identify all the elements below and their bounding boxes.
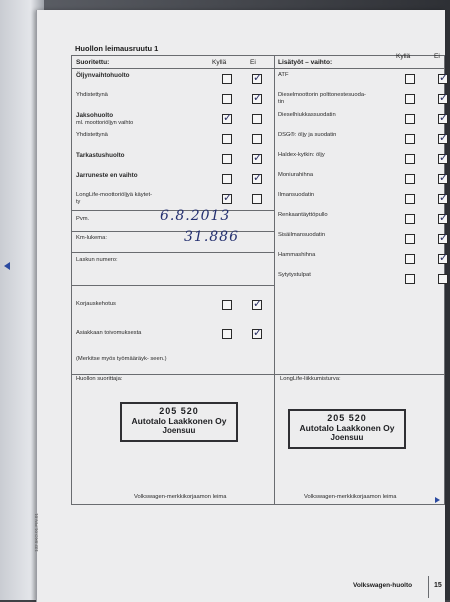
item-text: Yhdistettynä: [76, 92, 108, 98]
right-item-no-checkbox[interactable]: [438, 251, 449, 264]
customer-wishes-yes-checkbox[interactable]: [222, 329, 232, 339]
item-text: Moniurahihna: [278, 172, 314, 178]
item-subtext: ml. moottoriöljyn vaihto: [76, 120, 134, 126]
left-col-yes: Kyllä: [212, 59, 227, 66]
customer-wishes-label: Asiakkaan toivomuksesta: [76, 330, 142, 336]
left-header: Suoritettu:: [76, 59, 110, 66]
right-item-label: [278, 172, 400, 179]
left-item-label: [76, 192, 196, 206]
check-mark-icon: ✓: [223, 191, 233, 204]
right-header: Lisätyöt – vaihto:: [278, 59, 333, 66]
right-item-no-checkbox[interactable]: [438, 131, 449, 144]
left-item-no-checkbox[interactable]: [252, 134, 262, 144]
right-item-no-checkbox[interactable]: [438, 111, 449, 124]
right-item-yes-checkbox[interactable]: [405, 274, 415, 284]
item-text: Renkaantäyttöpullo: [278, 212, 328, 218]
note-text: (Merkitse myös työmääräyk- seen.): [76, 356, 167, 362]
check-mark-icon: ✓: [253, 151, 263, 164]
check-mark-icon: ✓: [439, 211, 449, 224]
right-item-yes-checkbox[interactable]: [405, 134, 415, 144]
right-item-label: [278, 92, 400, 106]
divider: [72, 252, 274, 253]
section-title: Huollon leimausruutu 1: [75, 44, 159, 53]
left-item-yes-checkbox[interactable]: [222, 74, 232, 84]
item-text: ATF: [278, 72, 289, 78]
right-col-yes: Kyllä: [396, 53, 411, 60]
right-item-no-checkbox[interactable]: [438, 231, 449, 244]
right-item-no-checkbox[interactable]: [438, 211, 449, 224]
item-text: Dieselmoottorin polttonestesuoda-: [278, 92, 366, 98]
service-stamp-form: [71, 53, 449, 505]
right-item-label: [278, 192, 400, 199]
header-line: [72, 68, 444, 69]
right-item-no-checkbox[interactable]: [438, 71, 449, 84]
repair-offer-label: Korjauskehotus: [76, 301, 116, 307]
km-value: 31.886: [184, 229, 239, 245]
right-item-label: [278, 252, 400, 259]
left-item-no-checkbox[interactable]: [252, 194, 262, 204]
invoice-label: Laskun numero:: [76, 257, 118, 263]
check-mark-icon: ✓: [253, 91, 263, 104]
right-item-no-checkbox[interactable]: [438, 91, 449, 104]
left-item-yes-checkbox[interactable]: [222, 191, 233, 204]
check-mark-icon: ✓: [439, 151, 449, 164]
check-mark-icon: ✓: [253, 171, 263, 184]
footer-title: Volkswagen-huolto: [353, 582, 413, 589]
divider: [72, 231, 274, 232]
right-item-yes-checkbox[interactable]: [405, 94, 415, 104]
left-item-label: [76, 72, 196, 79]
left-item-yes-checkbox[interactable]: [222, 94, 232, 104]
left-item-yes-checkbox[interactable]: [222, 134, 232, 144]
item-text: Öljynvaihtohuolto: [76, 72, 130, 79]
item-text: Ilmansuodatin: [278, 192, 315, 198]
stamp-company: Autotalo Laakkonen Oy: [299, 423, 395, 433]
date-label: Pvm.: [76, 216, 90, 222]
right-item-yes-checkbox[interactable]: [405, 114, 415, 124]
stamp-number: 205 520: [159, 406, 199, 416]
left-item-no-checkbox[interactable]: [252, 171, 263, 184]
item-subtext: tin: [278, 99, 285, 105]
repair-offer-yes-checkbox[interactable]: [222, 300, 232, 310]
workshop-stamp-left: [120, 402, 238, 442]
item-text: Tarkastushuolto: [76, 152, 125, 159]
left-item-label: [76, 152, 196, 159]
check-mark-icon: ✓: [439, 251, 449, 264]
date-value: 6.8.2013: [160, 208, 231, 224]
left-item-label: [76, 112, 196, 127]
right-item-yes-checkbox[interactable]: [405, 194, 415, 204]
footer-divider: [428, 576, 429, 598]
customer-wishes-no-checkbox[interactable]: [252, 326, 263, 339]
left-item-label: [76, 172, 196, 179]
page-arrow-icon: [4, 262, 10, 270]
item-text: LongLife-moottoriöljyä käytet-: [76, 192, 153, 198]
left-item-yes-checkbox[interactable]: [222, 111, 233, 124]
service-booklet-page: [33, 10, 449, 602]
stamp-company: Autotalo Laakkonen Oy: [131, 416, 227, 426]
repair-offer-no-checkbox[interactable]: [252, 297, 263, 310]
item-subtext: ty: [76, 199, 81, 205]
check-mark-icon: ✓: [439, 91, 449, 104]
column-divider: [274, 56, 275, 504]
item-text: Jarruneste en vaihto: [76, 172, 138, 179]
check-mark-icon: ✓: [439, 191, 449, 204]
item-text: Yhdistettynä: [76, 132, 108, 138]
left-item-no-checkbox[interactable]: [252, 91, 263, 104]
right-item-label: [278, 212, 400, 219]
check-mark-icon: ✓: [223, 111, 233, 124]
stamp-number: 205 520: [327, 413, 367, 423]
left-item-no-checkbox[interactable]: [252, 114, 262, 124]
right-item-yes-checkbox[interactable]: [405, 154, 415, 164]
next-page-arrow-icon: [435, 497, 440, 503]
left-item-yes-checkbox[interactable]: [222, 154, 232, 164]
right-item-yes-checkbox[interactable]: [405, 174, 415, 184]
right-item-label: [278, 112, 400, 119]
item-text: Dieselhiukkassuodatin: [278, 112, 336, 118]
stamp-caption-left: Volkswagen-merkkikorjaamon leima: [134, 494, 227, 500]
right-item-no-checkbox[interactable]: [438, 191, 449, 204]
check-mark-icon: ✓: [253, 326, 263, 339]
performed-by-label: Huollon suorittaja:: [76, 376, 123, 382]
right-item-label: [278, 152, 400, 159]
left-item-label: [76, 92, 196, 99]
left-item-no-checkbox[interactable]: [252, 71, 263, 84]
check-mark-icon: ✓: [439, 231, 449, 244]
km-label: Km-lukema:: [76, 235, 107, 241]
item-text: Sytytystulpat: [278, 272, 311, 278]
check-mark-icon: ✓: [439, 71, 449, 84]
right-item-yes-checkbox[interactable]: [405, 254, 415, 264]
left-item-no-checkbox[interactable]: [252, 151, 263, 164]
check-mark-icon: ✓: [253, 297, 263, 310]
longlife-label: LongLife-liikkumisturva:: [280, 376, 341, 382]
right-item-label: [278, 72, 400, 79]
item-text: Hammashihna: [278, 252, 316, 258]
document-code: 132.5KO.01.FIN.01: [33, 513, 39, 552]
right-item-label: [278, 232, 400, 239]
check-mark-icon: ✓: [439, 171, 449, 184]
check-mark-icon: ✓: [439, 131, 449, 144]
right-item-no-checkbox[interactable]: [438, 274, 448, 284]
workshop-stamp-right: [288, 409, 406, 449]
check-mark-icon: ✓: [253, 71, 263, 84]
right-item-yes-checkbox[interactable]: [405, 234, 415, 244]
right-item-label: [278, 272, 400, 279]
left-col-no: Ei: [250, 59, 256, 66]
stamp-caption-right: Volkswagen-merkkikorjaamon leima: [304, 494, 397, 500]
item-text: Sisäilmansuodatin: [278, 232, 326, 238]
page-number: 15: [434, 582, 442, 589]
item-text: Haldex-kytkin: öljy: [278, 152, 325, 158]
stamp-town: Joensuu: [330, 433, 364, 442]
item-text: DSG®: öljy ja suodatin: [278, 132, 337, 138]
stamp-town: Joensuu: [162, 426, 196, 435]
right-item-no-checkbox[interactable]: [438, 171, 449, 184]
check-mark-icon: ✓: [439, 111, 449, 124]
divider: [72, 374, 444, 375]
left-item-yes-checkbox[interactable]: [222, 174, 232, 184]
right-item-yes-checkbox[interactable]: [405, 214, 415, 224]
divider: [72, 285, 274, 286]
right-col-no: Ei: [434, 53, 440, 60]
right-item-yes-checkbox[interactable]: [405, 74, 415, 84]
item-text: Jaksohuolto: [76, 112, 114, 119]
left-item-label: [76, 132, 196, 139]
right-item-no-checkbox[interactable]: [438, 151, 449, 164]
right-item-label: [278, 132, 400, 139]
